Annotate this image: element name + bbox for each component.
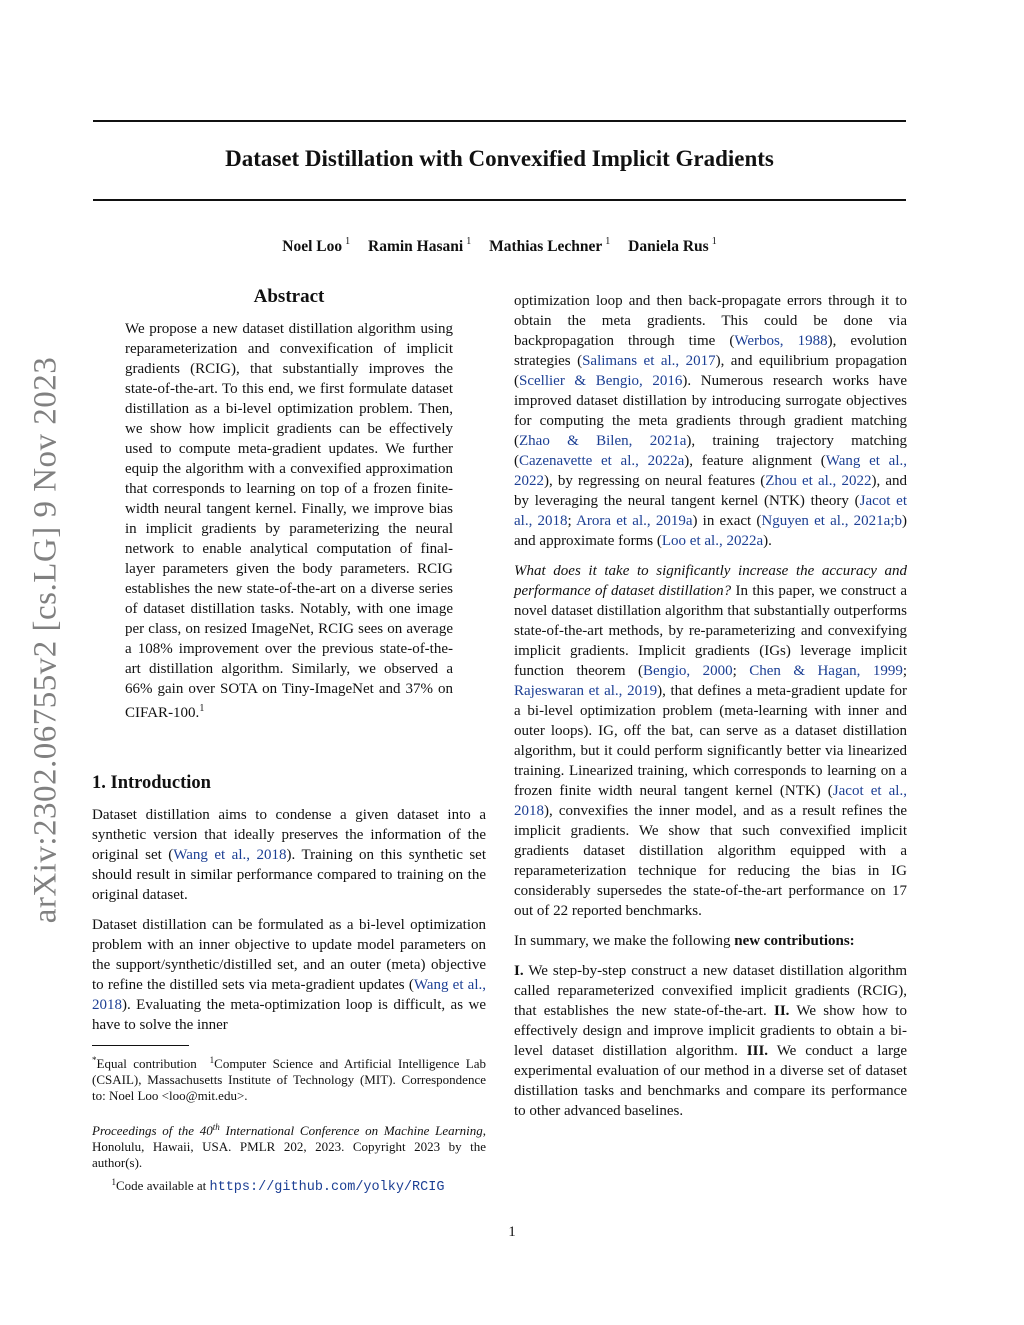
abstract-heading: Abstract	[253, 286, 325, 307]
intro-paragraph-2: Dataset distillation can be formulated as a bi-level optimization problem with an inner objective to update model parameters on the support/synthetic/distilled set, and an outer (meta) objective to refine the distilled sets via meta-gradient updates (Wang et al., 2018). Evaluating the meta-optimization loop is difficult, as we have to solve the inner	[92, 917, 487, 1033]
footnote-affiliation: *Equal contribution $^1$Computer Science and Artificial Intelligence Lab (CSAIL), Massachusetts Institute of Technology (MIT). Correspondence to: Noel Loo <loo@mit.edu>.	[92, 1055, 487, 1103]
abstract-text: We propose a new dataset distillation algorithm using reparameterization and convexification of implicit gradients (RCIG), that substantially improves the state-of-the-art. To this end, we first formulate dataset distillation as a bi-level optimization problem. Then, we show how implicit gradients can be effectively used to compute meta-gradient updates. We further equip the algorithm with a convexified approximation that corresponds to learning on top of a frozen finite-width neural tangent kernel. Finally, we improve bias in implicit gradients by parameterizing the neural network to enable analytical computation of final-layer parameters given the body parameters. RCIG establishes the new state-of-the-art on a diverse series of dataset distillation tasks. Notably, with one image per class, on resized ImageNet, RCIG sees on average a 108% improvement over the previous state-of-the-art distillation algorithm. Similarly, we observed a 66% gain over SOTA on Tiny-ImageNet and 37% on CIFAR-100.$^1$	[125, 321, 453, 721]
title-rule-top	[93, 120, 906, 122]
citation-link[interactable]: Chen & Hagan, 1999	[749, 663, 903, 679]
citation-link[interactable]: Loo et al., 2022a	[661, 533, 764, 549]
citation-link[interactable]: Jacot et al., 2018	[514, 783, 907, 819]
citation-link[interactable]: Zhao & Bilen, 2021a	[519, 433, 687, 449]
citation-link[interactable]: Scellier & Bengio, 2016	[519, 373, 683, 389]
footnote-ref[interactable]: 1	[199, 703, 205, 714]
citation-link[interactable]: Zhou et al., 2022	[765, 473, 872, 489]
author: Mathias Lechner $^1$	[489, 236, 611, 255]
author: Daniela Rus $^1$	[628, 236, 717, 255]
citation-link[interactable]: Rajeswaran et al., 2019	[514, 683, 658, 699]
right-column	[514, 291, 907, 1131]
author: Ramin Hasani $^1$	[368, 236, 472, 255]
right-paragraph-3: In summary, we make the following new contributions:	[514, 933, 855, 949]
title-rule-bottom	[93, 199, 906, 201]
citation-link[interactable]: Wang et al., 2022	[514, 453, 908, 489]
right-paragraph-1: optimization loop and then back-propagate errors through it to obtain the meta gradients. This could be done via backpropagation through time (Werbos, 1988), evolution strategies (Salimans et al., 2017), and equilibrium propagation (Scellier & Bengio, 2016). Numerous research works have improved dataset distillation by introducing surrogate objectives for computing the meta gradients through gradient matching (Zhao & Bilen, 2021a), training trajectory matching (Cazenavette et al., 2022a), feature alignment (Wang et al., 2022), by regressing on neural features (Zhou et al., 2022), and by leveraging the neural tangent kernel (NTK) theory (Jacot et al., 2018; Arora et al., 2019a) in exact (Nguyen et al., 2021a;b) and approximate forms (Loo et al., 2022a).	[514, 293, 908, 549]
citation-link[interactable]: Salimans et al., 2017	[582, 353, 716, 369]
citation-link[interactable]: Werbos, 1988	[734, 333, 828, 349]
page-number: 1	[508, 1224, 516, 1240]
left-column	[92, 286, 486, 1196]
code-url-link[interactable]: https://github.com/yolky/RCIG	[209, 1180, 445, 1195]
author: Noel Loo $^1$	[282, 236, 351, 255]
right-paragraph-2: What does it take to significantly increase the accuracy and performance of dataset distillation? In this paper, we construct a novel dataset distillation algorithm that substantially outperforms state-of-the-art methods, by re-parameterizing and convexifying implicit gradients. Implicit gradients (IGs) leverage implicit function theorem (Bengio, 2000; Chen & Hagan, 1999; Rajeswaran et al., 2019), that defines a meta-gradient update for a bi-level optimization problem (meta-learning with inner and outer loops). IG, off the bat, can serve as a dataset distillation algorithm, but it could perform significantly better via linearized training. Linearized training, which corresponds to learning on a frozen finite width neural tangent kernel (NTK) (Jacot et al., 2018), convexifies the inner model, and as a result refines the implicit gradients. We show that such convexified implicit gradients dataset distillation algorithm equipped with a reparameterization technique for reducing the bias in IG considerably supersedes the state-of-the-art performance on 17 out of 22 reported benchmarks.	[514, 563, 907, 919]
citation-link[interactable]: Cazenavette et al., 2022a	[519, 453, 685, 469]
intro-paragraph-1: Dataset distillation aims to condense a given dataset into a synthetic version that ideally preserves the information of the original set (Wang et al., 2018). Training on this synthetic set should result in similar performance compared to training on the original dataset.	[92, 807, 486, 903]
footnote-code: $^1$Code available at https://github.com/yolky/RCIG	[111, 1177, 445, 1195]
author-list	[93, 236, 906, 256]
citation-link[interactable]: Wang et al., 2018	[92, 977, 487, 1013]
contributions-paragraph: I. We step-by-step construct a new dataset distillation algorithm called reparameterized convexified implicit gradients (RCIG), that establishes the new state-of-the-art. II. We show how to effectively design and improve implicit gradients to obtain a bi-level dataset distillation algorithm. III. We conduct a large experimental evaluation of our method in a diverse set of dataset distillation tasks and benchmarks and compare its performance to other advanced baselines.	[514, 963, 907, 1119]
citation-link[interactable]: Arora et al., 2019a	[576, 513, 693, 529]
citation-link[interactable]: Bengio, 2000	[643, 663, 733, 679]
intro-heading: 1. Introduction	[92, 773, 211, 793]
citation-link[interactable]: Nguyen et al., 2021a;b	[761, 513, 902, 529]
paper-title: Dataset Distillation with Convexified Implicit Gradients	[225, 146, 774, 171]
footnote-proceedings: Proceedings of the 40th International Conference on Machine Learning, Honolulu, Hawaii, USA. PMLR 202, 2023. Copyright 2023 by the author(s).	[92, 1122, 487, 1170]
arxiv-identifier: arXiv:2302.06755v2 [cs.LG] 9 Nov 2023	[27, 356, 64, 924]
footnote-divider	[92, 1045, 189, 1046]
citation-link[interactable]: Wang et al., 2018	[173, 847, 287, 863]
citation-link[interactable]: Jacot et al., 2018	[514, 493, 907, 529]
